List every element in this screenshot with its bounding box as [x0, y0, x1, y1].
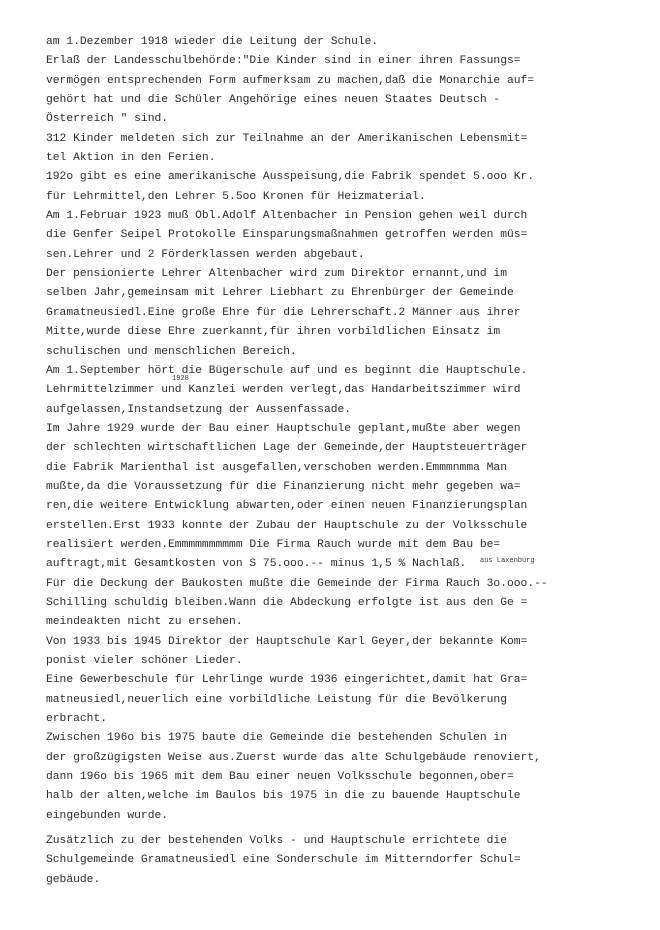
text-line: erstellen.Erst 1933 konnte der Zubau der Hauptschule zu der Volksschule — [46, 519, 528, 532]
text-line: realisiert werden.Emmmmmmmmmm Die Firma Rauch wurde mit dem Bau be= — [46, 538, 501, 551]
text-line: selben Jahr,gemeinsam mit Lehrer Liebhart zu Ehrenbürger der Gemeinde — [46, 287, 514, 300]
handwritten-annotation-1928: 1928 — [172, 375, 189, 383]
text-line: meindeakten nicht zu ersehen. — [46, 616, 243, 629]
text-line: halb der alten,welche im Baulos bis 1975 in die zu bauende Hauptschule — [46, 790, 521, 803]
text-line: Mitte,wurde diese Ehre zuerkannt,für ihren vorbildlichen Einsatz im — [46, 326, 501, 339]
text-line: eingebunden wurde. — [46, 809, 169, 822]
text-line: am 1.Dezember 1918 wieder die Leitung der Schule. — [46, 36, 379, 48]
text-line: die Fabrik Marienthal ist ausgefallen,verschoben werden.Emmmnmma Man — [46, 461, 507, 474]
text-line: Gramatneusiedl.Eine große Ehre für die Lehrerschaft.2 Männer aus ihrer — [46, 306, 521, 319]
text-line: Zusätzlich zu der bestehenden Volks - und Hauptschule errichtete die — [46, 835, 507, 848]
text-line: erbracht. — [46, 713, 108, 726]
text-line: der schlechten wirtschaftlichen Lage der Gemeinde,der Hauptsteuerträger — [46, 442, 528, 455]
handwritten-annotation-aus-laxenburg: aus Laxenburg — [480, 557, 535, 565]
text-line: gehört hat und die Schüler Angehörige eines neuen Staates Deutsch - — [46, 94, 501, 107]
text-line: auftragt,mit Gesamtkosten von S 75.ooo.-- minus 1,5 % Nachlaß. — [46, 558, 467, 571]
typed-text-block — [46, 33, 658, 890]
text-line: Von 1933 bis 1945 Direktor der Hauptschule Karl Geyer,der bekannte Kom= — [46, 635, 528, 648]
text-line: Österreich " sind. — [46, 113, 169, 126]
text-line: vermögen entsprechenden Form aufmerksam zu machen,daß die Monarchie auf= — [46, 74, 535, 87]
text-line: gebäude. — [46, 873, 101, 886]
text-line: Erlaß der Landesschulbehörde:"Die Kinder sind in einer ihren Fassungs= — [46, 55, 521, 68]
text-line: der großzügigsten Weise aus.Zuerst wurde das alte Schulgebäude renoviert, — [46, 751, 541, 764]
text-line: Für die Deckung der Baukosten mußte die Gemeinde der Firma Rauch 3o.ooo.-- — [46, 577, 548, 590]
text-line: Am 1.September hört die Bügerschule auf und es beginnt die Hauptschule. — [46, 364, 528, 377]
text-line: Schulgemeinde Gramatneusiedl eine Sonderschule im Mitterndorfer Schul= — [46, 854, 521, 867]
text-line: Eine Gewerbeschule für Lehrlinge wurde 1936 eingerichtet,damit hat Gra= — [46, 674, 528, 687]
text-line: mußte,da die Voraussetzung für die Finanzierung nicht mehr gegeben wa= — [46, 480, 521, 493]
text-line: Schilling schuldig bleiben.Wann die Abdeckung erfolgte ist aus den Ge = — [46, 596, 528, 609]
text-line: aufgelassen,Instandsetzung der Aussenfassade. — [46, 403, 352, 416]
text-line: die Genfer Seipel Protokolle Einsparungsmaßnahmen getroffen werden müs= — [46, 229, 528, 242]
text-line: für Lehrmittel,den Lehrer 5.5oo Kronen für Heizmaterial. — [46, 190, 426, 203]
text-line: schulischen und menschlichen Bereich. — [46, 345, 297, 358]
text-line: Zwischen 196o bis 1975 baute die Gemeinde die bestehenden Schulen in — [46, 732, 507, 745]
text-line: Der pensionierte Lehrer Altenbacher wird zum Direktor ernannt,und im — [46, 268, 507, 281]
text-line: Lehrmittelzimmer und Kanzlei werden verlegt,das Handarbeitszimmer wird — [46, 384, 521, 397]
text-line: ponist vieler schöner Lieder. — [46, 655, 243, 667]
text-line: matneusiedl,neuerlich eine vorbildliche Leistung für die Bevölkerung — [46, 693, 507, 706]
text-line: ren,die weitere Entwicklung abwarten,oder einen neuen Finanzierungsplan — [46, 500, 528, 513]
text-line: 312 Kinder meldeten sich zur Teilnahme an der Amerikanischen Lebensmit= — [46, 132, 528, 145]
text-line: Im Jahre 1929 wurde der Bau einer Hauptschule geplant,mußte aber wegen — [46, 422, 521, 435]
text-line: sen.Lehrer und 2 Förderklassen werden abgebaut. — [46, 248, 365, 261]
text-line: dann 196o bis 1965 mit dem Bau einer neuen Volksschule begonnen,ober= — [46, 771, 514, 784]
text-line: 192o gibt es eine amerikanische Ausspeisung,die Fabrik spendet 5.ooo Kr. — [46, 171, 535, 184]
text-line: Am 1.Februar 1923 muß Obl.Adolf Altenbacher in Pension gehen weil durch — [46, 210, 528, 223]
text-line: tel Aktion in den Ferien. — [46, 152, 216, 165]
